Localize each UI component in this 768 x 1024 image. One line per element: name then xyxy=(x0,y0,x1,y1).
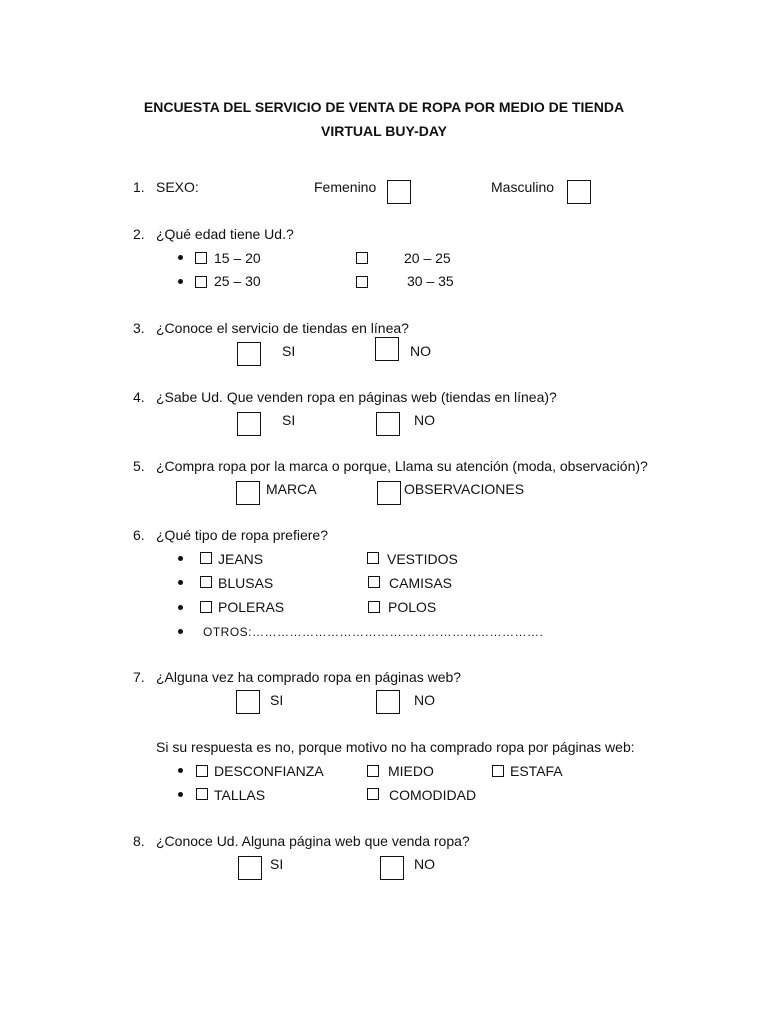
q4-number: 4. xyxy=(133,389,145,405)
survey-title-line1: ENCUESTA DEL SERVICIO DE VENTA DE ROPA POR MEDIO DE TIENDA xyxy=(143,99,625,115)
q6-blusas-checkbox[interactable] xyxy=(200,576,212,588)
bullet xyxy=(178,255,183,260)
q8-si-checkbox[interactable] xyxy=(238,856,262,880)
q8-si-label: SI xyxy=(270,856,284,872)
q7-miedo-label: MIEDO xyxy=(388,763,434,779)
q3-question: ¿Conoce el servicio de tiendas en línea? xyxy=(156,320,409,336)
q2-age-20-25-checkbox[interactable] xyxy=(356,252,368,264)
q8-no-checkbox[interactable] xyxy=(380,856,404,880)
q6-poleras-checkbox[interactable] xyxy=(200,601,212,613)
q7-si-checkbox[interactable] xyxy=(236,690,260,714)
q6-poleras-label: POLERAS xyxy=(218,599,285,615)
q4-no-label: NO xyxy=(414,412,435,428)
q1-number: 1. xyxy=(133,179,145,195)
q2-age-30-35-checkbox[interactable] xyxy=(356,276,368,288)
q7-si-label: SI xyxy=(270,692,284,708)
q2-age-15-20-checkbox[interactable] xyxy=(195,252,207,264)
q6-vestidos-label: VESTIDOS xyxy=(387,551,458,567)
q2-question: ¿Qué edad tiene Ud.? xyxy=(156,226,294,242)
q6-jeans-checkbox[interactable] xyxy=(200,552,212,564)
q2-age-20-25-label: 20 – 25 xyxy=(404,250,451,266)
q1-option-femenino-label: Femenino xyxy=(314,179,377,195)
q7-desconfianza-checkbox[interactable] xyxy=(196,765,208,777)
q7-comodidad-label: COMODIDAD xyxy=(389,787,477,803)
q8-question: ¿Conoce Ud. Alguna página web que venda ropa? xyxy=(156,833,470,849)
q3-si-label: SI xyxy=(282,343,296,359)
q1-option-masculino-label: Masculino xyxy=(491,179,555,195)
q5-observaciones-checkbox[interactable] xyxy=(377,481,401,505)
q7-estafa-label: ESTAFA xyxy=(510,763,563,779)
bullet xyxy=(178,556,183,561)
q3-no-checkbox[interactable] xyxy=(375,337,399,361)
bullet xyxy=(178,768,183,773)
q6-camisas-label: CAMISAS xyxy=(389,575,453,591)
q7-no-checkbox[interactable] xyxy=(376,690,400,714)
q5-marca-label: MARCA xyxy=(266,481,317,497)
q8-no-label: NO xyxy=(414,856,435,872)
q1-masculino-checkbox[interactable] xyxy=(567,180,591,204)
q2-age-30-35-label: 30 – 35 xyxy=(407,273,454,289)
q6-question: ¿Qué tipo de ropa prefiere? xyxy=(156,527,328,543)
q4-question: ¿Sabe Ud. Que venden ropa en páginas web (tiendas en línea)? xyxy=(156,389,557,405)
q3-si-checkbox[interactable] xyxy=(237,342,261,366)
q1-femenino-checkbox[interactable] xyxy=(387,180,411,204)
q4-no-checkbox[interactable] xyxy=(376,412,400,436)
bullet xyxy=(178,279,183,284)
q7-number: 7. xyxy=(133,669,145,685)
q7-tallas-checkbox[interactable] xyxy=(196,788,208,800)
q1-question: SEXO: xyxy=(156,179,199,195)
q5-observaciones-label: OBSERVACIONES xyxy=(404,481,525,497)
q7-comodidad-checkbox[interactable] xyxy=(367,788,379,800)
bullet xyxy=(178,629,183,634)
q2-age-15-20-label: 15 – 20 xyxy=(214,250,261,266)
q6-jeans-label: JEANS xyxy=(218,551,264,567)
q4-si-checkbox[interactable] xyxy=(237,412,261,436)
q7-follow-up-question: Si su respuesta es no, porque motivo no ha comprado ropa por páginas web: xyxy=(156,739,635,755)
bullet xyxy=(178,792,183,797)
q5-number: 5. xyxy=(133,458,145,474)
q6-blusas-label: BLUSAS xyxy=(218,575,274,591)
q6-camisas-checkbox[interactable] xyxy=(368,576,380,588)
q4-si-label: SI xyxy=(282,412,296,428)
q7-question: ¿Alguna vez ha comprado ropa en páginas web? xyxy=(156,669,462,685)
q7-tallas-label: TALLAS xyxy=(214,787,266,803)
q7-miedo-checkbox[interactable] xyxy=(367,765,379,777)
q8-number: 8. xyxy=(133,833,145,849)
q2-number: 2. xyxy=(133,226,145,242)
q7-estafa-checkbox[interactable] xyxy=(492,765,504,777)
q3-number: 3. xyxy=(133,320,145,336)
bullet xyxy=(178,580,183,585)
q6-polos-checkbox[interactable] xyxy=(368,601,380,613)
bullet xyxy=(178,605,183,610)
q7-desconfianza-label: DESCONFIANZA xyxy=(214,763,324,779)
q3-no-label: NO xyxy=(410,343,431,359)
q6-number: 6. xyxy=(133,527,145,543)
q6-otros-field[interactable]: OTROS:……………………………………………………………. xyxy=(203,625,544,639)
q5-question: ¿Compra ropa por la marca o porque, Llama su atención (moda, observación)? xyxy=(156,458,648,474)
q7-no-label: NO xyxy=(414,692,435,708)
q5-marca-checkbox[interactable] xyxy=(236,481,260,505)
q2-age-25-30-label: 25 – 30 xyxy=(214,273,261,289)
q2-age-25-30-checkbox[interactable] xyxy=(195,276,207,288)
q6-vestidos-checkbox[interactable] xyxy=(367,552,379,564)
q6-polos-label: POLOS xyxy=(388,599,437,615)
survey-title-line2: VIRTUAL BUY-DAY xyxy=(320,123,448,139)
